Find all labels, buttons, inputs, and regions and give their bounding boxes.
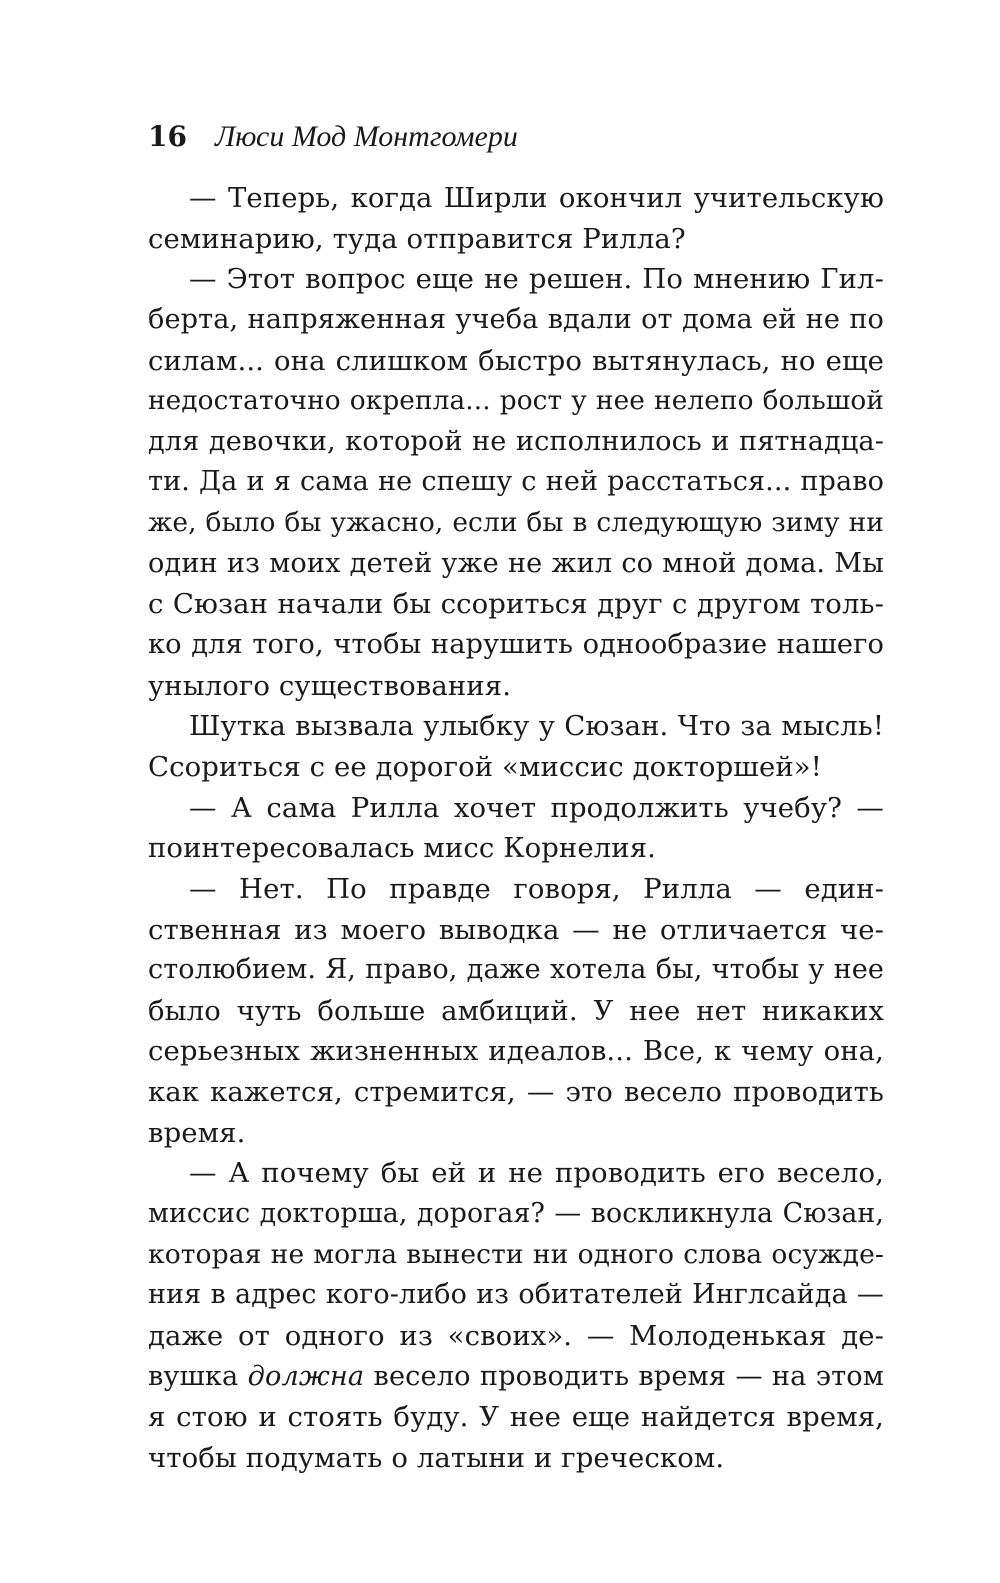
text-line: один из моих детей уже не жил со мной дома. Мы (148, 547, 884, 579)
text-line: время. (148, 1116, 246, 1149)
text-line: семинарию, туда отправится Рилла? (148, 222, 686, 255)
text-line: ственная из моего выводка — не отличается че- (148, 913, 884, 946)
text-line: серьезных жизненных идеалов... Все, к чему она, (148, 1035, 884, 1068)
text-line: — А сама Рилла хочет продолжить учебу? — (189, 791, 884, 824)
text-line: — Теперь, когда Ширли окончил учительскую (189, 182, 884, 214)
text-line: которая не могла вынести ни одного слова осужде- (148, 1238, 884, 1270)
text-line: ко для того, чтобы нарушить однообразие нашего (148, 629, 884, 661)
text-line: силам... она слишком быстро вытянулась, но еще (148, 344, 884, 377)
page-number: 16 (148, 120, 187, 153)
text-segment: вушка (148, 1360, 248, 1392)
text-line: унылого существования. (148, 669, 512, 702)
text-line: же, было бы ужасно, если бы в следующую зиму ни (148, 507, 884, 539)
running-head (148, 118, 518, 156)
text-line: я стою и стоять буду. У нее еще найдется время, (148, 1401, 884, 1434)
text-line: берта, напряженная учеба вдали от дома ей не по (148, 303, 884, 335)
emphasized-word: должна (247, 1360, 365, 1392)
text-segment: весело проводить время — на этом (364, 1360, 884, 1392)
text-line: ти. Да и я сама не спешу с ней расстаться... право (148, 466, 884, 498)
book-page (148, 0, 884, 1583)
text-line: недостаточно окрепла... рост у нее нелепо большой (148, 386, 884, 417)
text-line: чтобы подумать о латыни и греческом. (148, 1441, 725, 1474)
text-line: Шутка вызвала улыбку у Сюзан. Что за мысль! (189, 710, 884, 743)
text-line: с Сюзан начали бы ссориться друг с другом толь- (148, 588, 884, 621)
running-head-author: Люси Мод Монтгомери (214, 120, 518, 153)
text-body (148, 178, 884, 1479)
text-line: даже от одного из «своих». — Молоденькая де- (148, 1319, 884, 1352)
text-line: столюбием. Я, право, даже хотела бы, чтобы у нее (148, 954, 884, 986)
text-line: для девочки, которой не исполнилось и пятнадца- (148, 425, 884, 457)
text-line: — Нет. По правде говоря, Рилла — един- (189, 872, 884, 905)
text-line: — А почему бы ей и не проводить его весело, (189, 1157, 884, 1190)
text-line: поинтересовалась мисс Корнелия. (148, 832, 657, 865)
text-line: миссис докторша, дорогая? — воскликнула Сюзан, (148, 1198, 884, 1230)
text-line (148, 1357, 884, 1398)
text-line: ния в адрес кого-либо из обитателей Инглсайда — (148, 1279, 884, 1311)
text-line: Ссориться с ее дорогой «миссис докторшей»! (148, 750, 822, 783)
text-line: было чуть больше амбиций. У нее нет никаких (148, 994, 884, 1027)
text-line: — Этот вопрос еще не решен. По мнению Гил- (189, 263, 884, 296)
text-line: как кажется, стремится, — это весело проводить (148, 1076, 884, 1109)
